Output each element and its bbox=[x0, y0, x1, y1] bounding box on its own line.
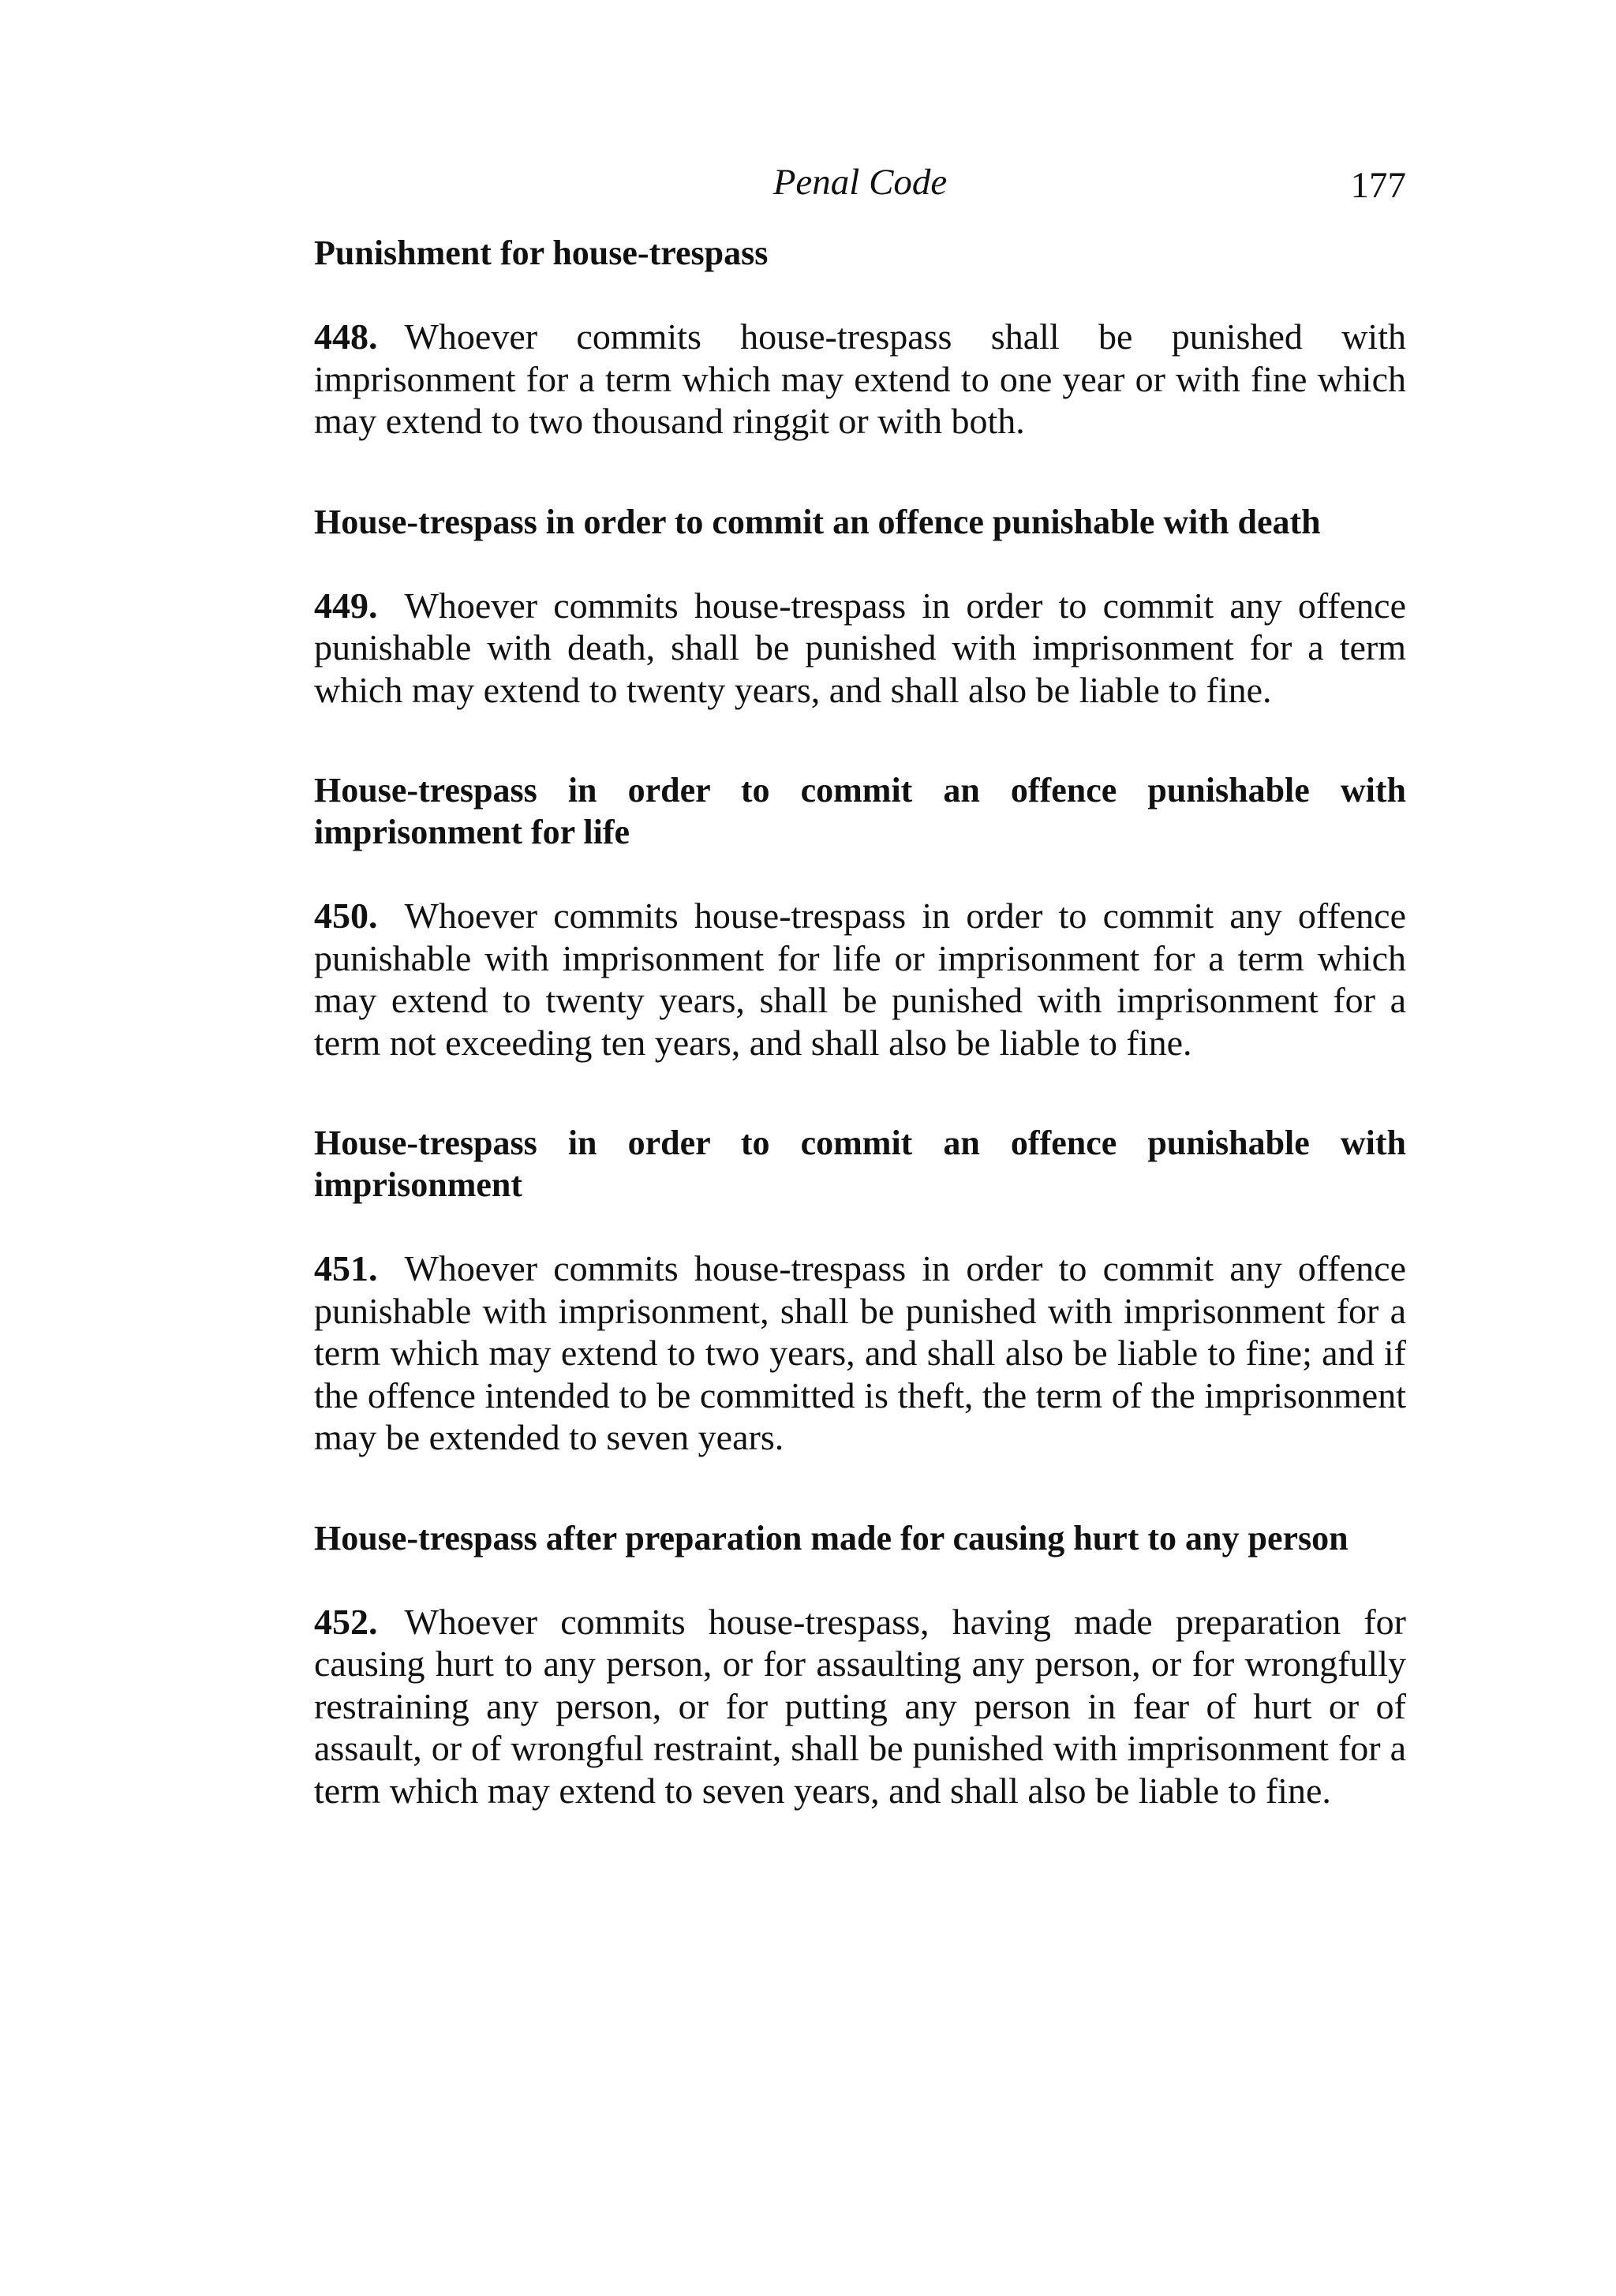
section-number: 448. bbox=[314, 316, 378, 357]
section-451 bbox=[314, 1122, 1406, 1459]
section-body bbox=[314, 585, 1406, 712]
section-number: 450. bbox=[314, 896, 378, 936]
section-body bbox=[314, 1247, 1406, 1459]
section-number: 449. bbox=[314, 585, 378, 626]
section-text: Whoever commits house-trespass in order to commit any offence punishable with imprisonment, shall be punished with imprisonment for a term which may extend to two years, and shall also be liable to fine; and if the offence intended to be committed is theft, the term of the imprisonment may be extended to seven years. bbox=[314, 1248, 1406, 1457]
page-header bbox=[314, 155, 1406, 210]
section-text: Whoever commits house-trespass, having made preparation for causing hurt to any person, or for assaulting any person, or for wrongfully restraining any person, or for putting any person in fear of hurt or of assault, or of wrongful restraint, shall be punished with imprisonment for a term which may extend to seven years, and shall also be liable to fine. bbox=[314, 1601, 1406, 1811]
section-number: 451. bbox=[314, 1248, 378, 1288]
section-text: Whoever commits house-trespass in order to commit any offence punishable with death, shall be punished with imprisonment for a term which may extend to twenty years, and shall also be liable to fine. bbox=[314, 585, 1406, 710]
section-452 bbox=[314, 1517, 1406, 1812]
page-content bbox=[314, 232, 1406, 1812]
section-heading: Punishment for house-trespass bbox=[314, 234, 769, 272]
section-body bbox=[314, 895, 1406, 1064]
page-number: 177 bbox=[1350, 165, 1406, 206]
section-heading: House-trespass in order to commit an offence punishable with imprisonment for life bbox=[314, 771, 1406, 851]
section-heading: House-trespass in order to commit an offence punishable with death bbox=[314, 502, 1321, 541]
section-text: Whoever commits house-trespass shall be punished with imprisonment for a term which may extend to one year or with fine which may extend to two thousand ringgit or with both. bbox=[314, 316, 1406, 441]
section-450 bbox=[314, 769, 1406, 1064]
section-449 bbox=[314, 501, 1406, 712]
section-text: Whoever commits house-trespass in order to commit any offence punishable with imprisonment for life or imprisonment for a term which may extend to twenty years, shall be punished with imprisonment for a term not exceeding ten years, and shall also be liable to fine. bbox=[314, 896, 1406, 1063]
section-448 bbox=[314, 232, 1406, 443]
running-title: Penal Code bbox=[772, 162, 948, 203]
section-body bbox=[314, 1601, 1406, 1812]
section-body bbox=[314, 316, 1406, 443]
section-number: 452. bbox=[314, 1601, 378, 1642]
section-heading: House-trespass after preparation made for causing hurt to any person bbox=[314, 1518, 1349, 1557]
section-heading: House-trespass in order to commit an offence punishable with imprisonment bbox=[314, 1124, 1406, 1204]
